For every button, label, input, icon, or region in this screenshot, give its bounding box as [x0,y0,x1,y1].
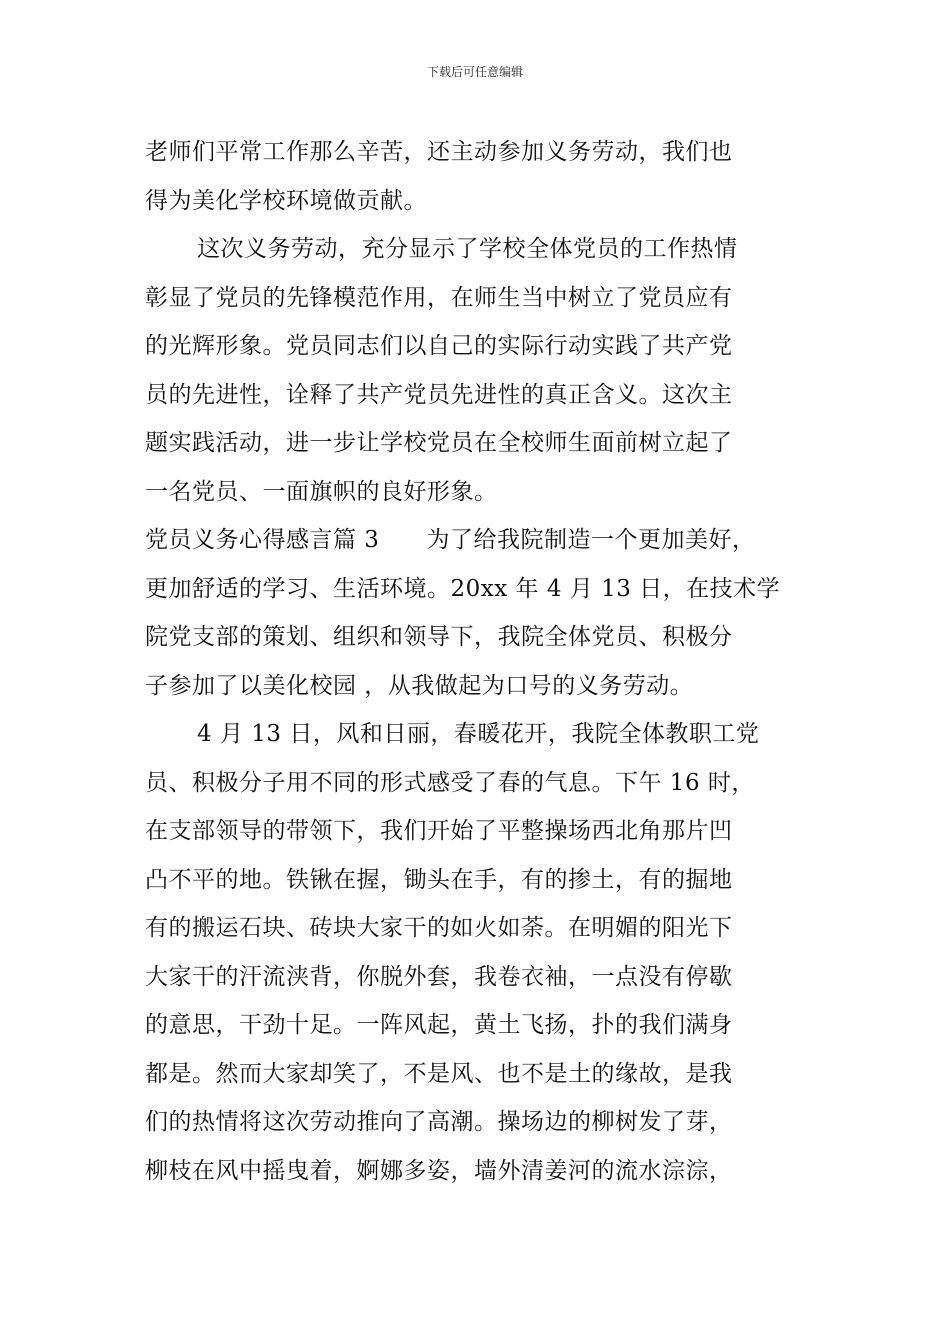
text-line: 更加舒适的学习、生活环境。20xx 年 4 月 13 日，在技术学 [145,575,781,602]
text-line: 这次义务劳动，充分显示了学校全体党员的工作热情 [197,236,738,262]
section-heading-line: 党员义务心得感言篇 3 为了给我院制造一个更加美好， [145,527,756,553]
text-line: 的光辉形象。党员同志们以自己的实际行动实践了共产党 [145,333,733,359]
document-body [145,128,825,1195]
text-line: 一名党员、一面旗帜的良好形象。 [145,478,498,505]
text-line: 老师们平常工作那么辛苦，还主动参加义务劳动，我们也 [145,139,733,165]
text-line: 在支部领导的带领下，我们开始了平整操场西北角那片凹 [145,818,733,844]
text-line: 得为美化学校环境做贡献。 [145,187,427,214]
text-line: 子参加了以美化校园 ，从我做起为口号的义务劳动。 [145,672,694,699]
page-header: 下载后可任意编辑 [426,65,523,79]
text-line: 都是。然而大家却笑了，不是风、也不是土的缘故，是我 [145,1060,733,1087]
text-line: 凸不平的地。铁锹在握，锄头在手，有的掺土，有的掘地 [145,866,733,893]
text-line: 员、积极分子用不同的形式感受了春的气息。下午 16 时， [145,769,755,796]
text-line: 柳枝在风中摇曳着，婀娜多姿，墙外清姜河的流水淙淙， [145,1157,733,1184]
text-line: 题实践活动，进一步让学校党员在全校师生面前树立起了 [145,430,733,456]
text-line: 大家干的汗流浃背，你脱外套，我卷衣袖，一点没有停歇 [145,963,733,990]
text-line: 院党支部的策划、组织和领导下，我院全体党员、积极分 [145,624,733,650]
text-line: 们的热情将这次劳动推向了高潮。操场边的柳树发了芽， [145,1109,733,1135]
text-line: 员的先进性，诠释了共产党员先进性的真正含义。这次主 [145,381,733,408]
text-line: 的意思，干劲十足。一阵风起，黄土飞扬，扑的我们满身 [145,1012,733,1038]
text-line: 彰显了党员的先锋模范作用，在师生当中树立了党员应有 [145,284,733,311]
text-line: 4 月 13 日，风和日丽，春暖花开，我院全体教职工党 [197,721,760,747]
text-line: 有的搬运石块、砖块大家干的如火如荼。在明媚的阳光下 [145,915,733,941]
